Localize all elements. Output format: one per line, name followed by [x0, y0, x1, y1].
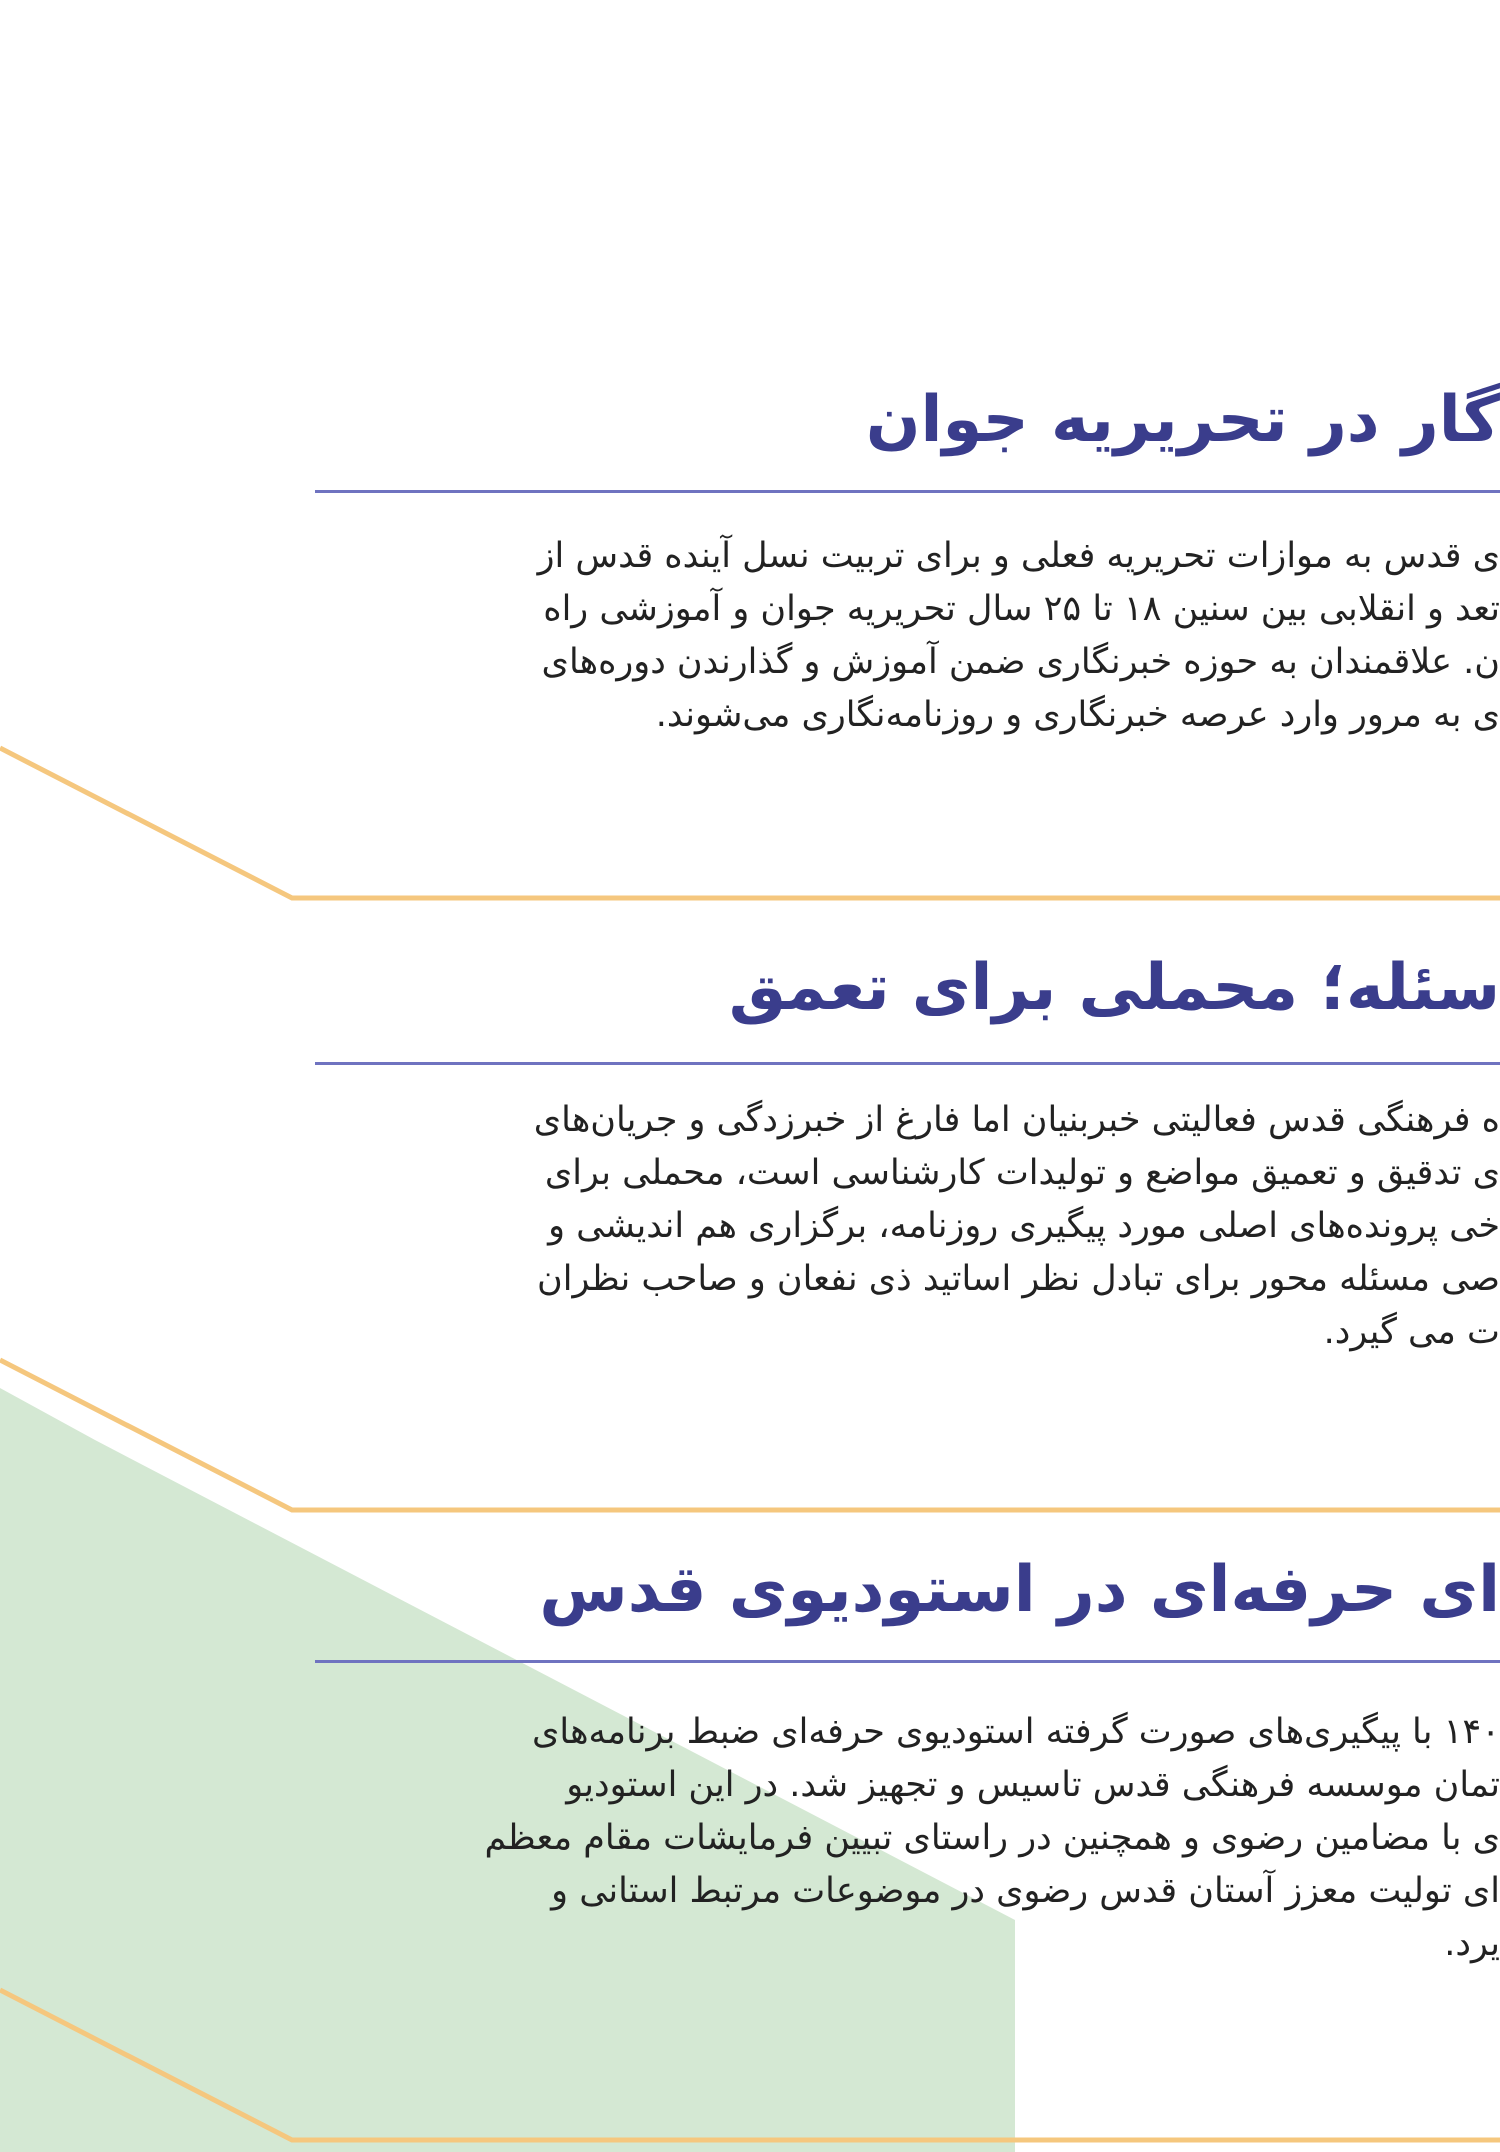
heading-divider	[315, 490, 1500, 493]
body-line: یرد.	[1444, 1924, 1500, 1964]
section-body	[315, 1706, 1500, 1971]
section-studio	[0, 1550, 1500, 2070]
body-line: ی قدس به موازات تحریریه فعلی و برای تربیت نسل آینده قدس از	[537, 536, 1500, 576]
section-body	[315, 530, 1500, 742]
section-young-newsroom	[0, 380, 1500, 810]
body-line: ن. علاقمندان به حوزه خبرنگاری ضمن آموزش و گذارندن دوره‌های	[541, 642, 1500, 682]
body-line: تعد و انقلابی بین سنین ۱۸ تا ۲۵ سال تحریریه جوان و آموزشی راه	[543, 589, 1500, 629]
body-line: ی با مضامین رضوی و همچنین در راستای تبیین فرمایشات مقام معظم	[484, 1818, 1500, 1858]
body-line: ای تولیت معزز آستان قدس رضوی در موضوعات مرتبط استانی و	[551, 1871, 1500, 1911]
section-heading: سئله؛ محملی برای تعمق	[728, 951, 1500, 1025]
section-body	[315, 1094, 1500, 1359]
body-line: ی تدقیق و تعمیق مواضع و تولیدات کارشناسی است، محملی برای	[544, 1153, 1500, 1193]
heading-divider	[315, 1062, 1500, 1065]
section-heading: گار در تحریریه جوان	[865, 383, 1500, 457]
body-line: تمان موسسه فرهنگی قدس تاسیس و تجهیز شد. در این استودیو	[566, 1765, 1500, 1805]
heading-divider	[315, 1660, 1500, 1663]
body-line: خی پرونده‌های اصلی مورد پیگیری روزنامه، برگزاری هم اندیشی و	[548, 1206, 1500, 1246]
body-line: ه فرهنگی قدس فعالیتی خبربنیان اما فارغ از خبرزدگی و جریان‌های	[533, 1100, 1500, 1140]
body-line: ی به مرور وارد عرصه خبرنگاری و روزنامه‌نگاری می‌شوند.	[655, 695, 1500, 735]
section-heading: ای حرفه‌ای در استودیوی قدس	[539, 1553, 1500, 1627]
body-line: ۱۴۰ با پیگیری‌های صورت گرفته استودیوی حرفه‌ای ضبط برنامه‌های	[532, 1712, 1500, 1752]
section-issue-forum	[0, 948, 1500, 1448]
body-line: صی مسئله محور برای تبادل نظر اساتید ذی نفعان و صاحب نظران	[537, 1259, 1500, 1299]
body-line: ت می گیرد.	[1323, 1312, 1500, 1352]
